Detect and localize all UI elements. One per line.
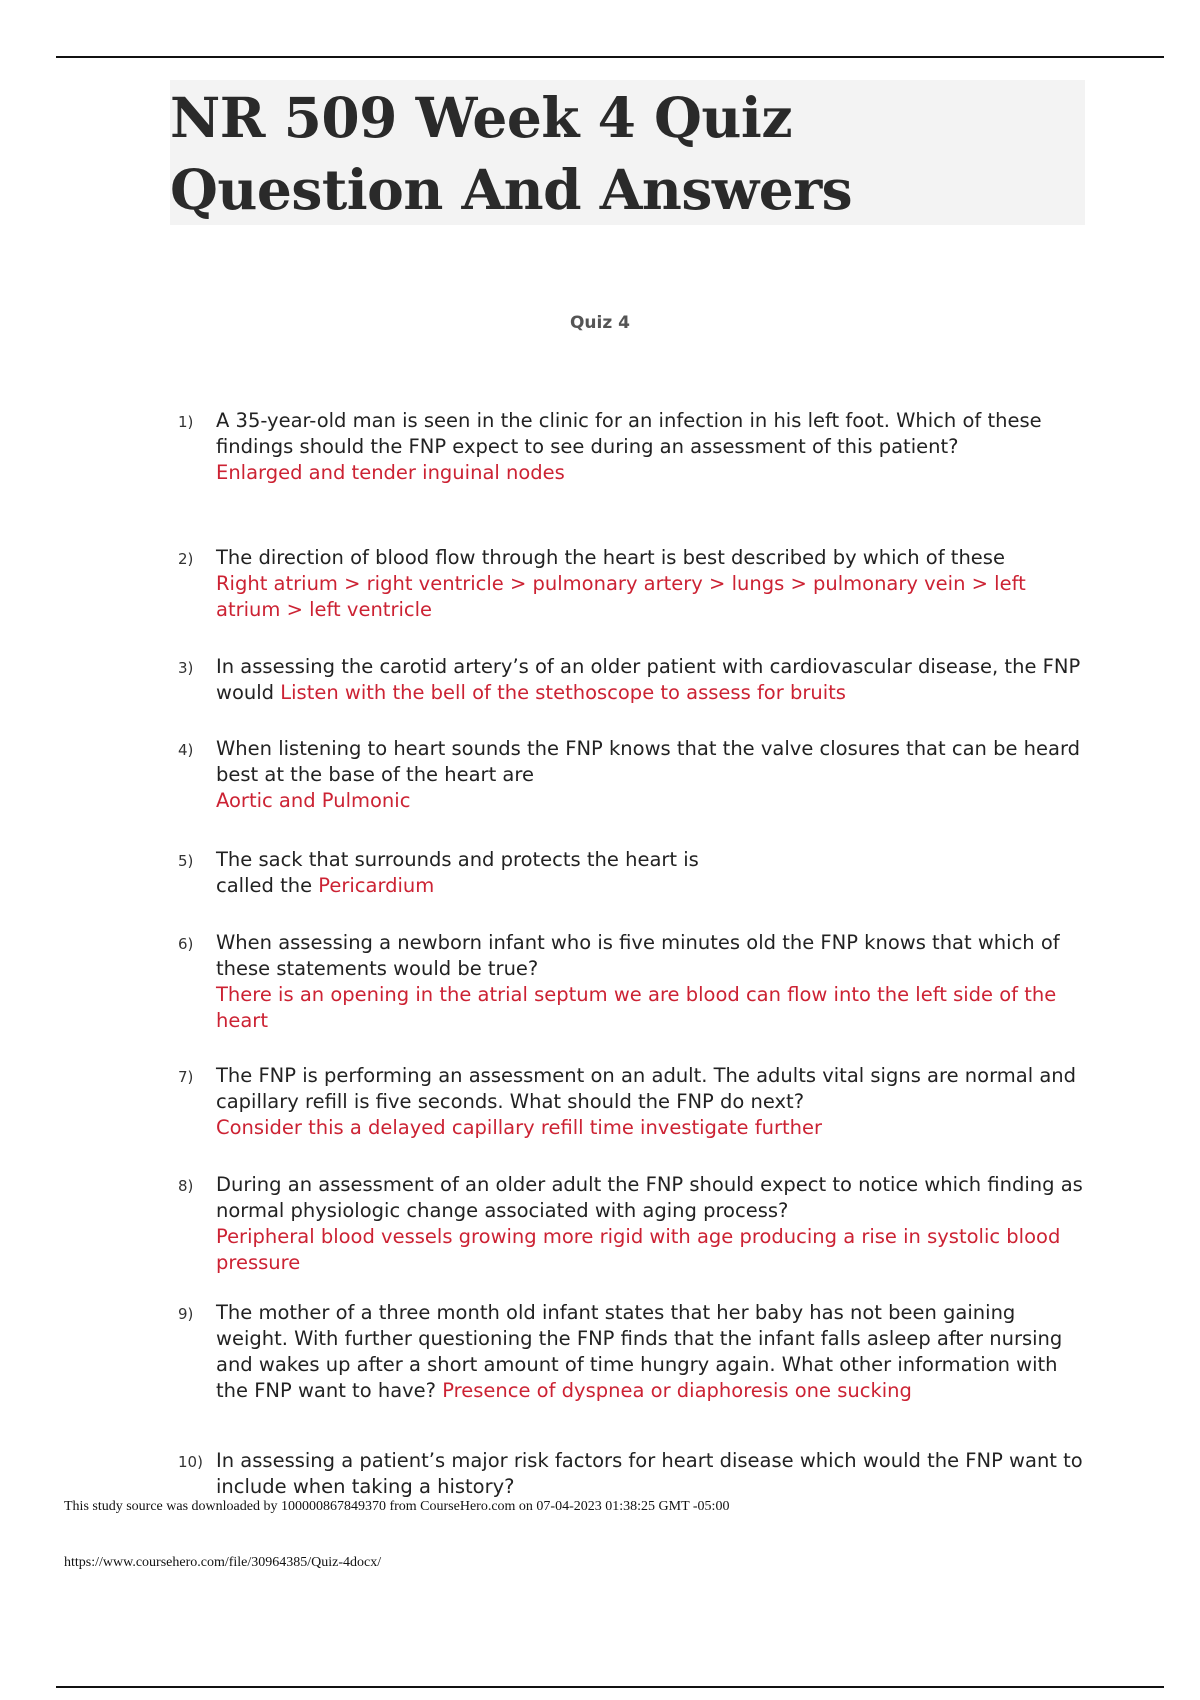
question-number: 10) xyxy=(178,1453,203,1471)
answer-text: Enlarged and tender inguinal nodes xyxy=(216,461,565,484)
answer-text: Listen with the bell of the stethoscope to assess for bruits xyxy=(280,681,846,704)
question-item xyxy=(170,930,1090,1034)
question-item xyxy=(170,1063,1090,1141)
answer-text: There is an opening in the atrial septum we are blood can flow into the left side of the heart xyxy=(216,983,1057,1032)
answer-text: Peripheral blood vessels growing more rigid with age producing a rise in systolic blood pressure xyxy=(216,1225,1061,1274)
question-text: The FNP is performing an assessment on an adult. The adults vital signs are normal and capillary refill is five seconds. What should the FNP do next? xyxy=(216,1064,1076,1113)
quiz-subtitle: Quiz 4 xyxy=(569,313,631,333)
answer-text: Aortic and Pulmonic xyxy=(216,789,411,812)
question-item xyxy=(170,1172,1090,1276)
question-number: 4) xyxy=(178,741,194,759)
question-number: 1) xyxy=(178,413,194,431)
question-item xyxy=(170,654,1090,706)
question-text: When listening to heart sounds the FNP knows that the valve closures that can be heard best at the base of the heart are xyxy=(216,737,1081,786)
question-item xyxy=(170,545,1090,623)
question-text: In assessing the carotid artery’s of an older patient with cardiovascular disease, the FNP would xyxy=(216,655,1081,704)
question-item xyxy=(170,736,1090,814)
question-item xyxy=(170,847,1090,899)
question-text: The direction of blood flow through the heart is best described by which of these xyxy=(216,546,1005,569)
question-number: 9) xyxy=(178,1305,194,1323)
question-number: 8) xyxy=(178,1177,194,1195)
question-text: When assessing a newborn infant who is five minutes old the FNP knows that which of these statements would be true? xyxy=(216,931,1060,980)
question-text: In assessing a patient’s major risk factors for heart disease which would the FNP want to include when taking a history? xyxy=(216,1449,1083,1498)
question-text: A 35-year-old man is seen in the clinic for an infection in his left foot. Which of these findings should the FNP expect to see during an assessment of this patient? xyxy=(216,409,1042,458)
question-number: 3) xyxy=(178,659,194,677)
question-text: The sack that surrounds and protects the heart is called the xyxy=(216,848,699,897)
answer-text: Presence of dyspnea or diaphoresis one sucking xyxy=(442,1379,912,1402)
question-number: 7) xyxy=(178,1068,194,1086)
answer-text: Consider this a delayed capillary refill time investigate further xyxy=(216,1116,822,1139)
bottom-rule xyxy=(56,1686,1164,1688)
question-number: 6) xyxy=(178,935,194,953)
question-number: 5) xyxy=(178,852,194,870)
question-item xyxy=(170,1448,1090,1500)
page-title: NR 509 Week 4 Quiz Question And Answers xyxy=(170,85,853,222)
question-item xyxy=(170,408,1090,486)
question-text: During an assessment of an older adult the FNP should expect to notice which finding as normal physiologic change associated with aging process? xyxy=(216,1173,1083,1222)
download-notice: This study source was downloaded by 100000867849370 from CourseHero.com on 07-04-2023 01:38:25 GMT -05:00 xyxy=(64,1499,730,1514)
question-item xyxy=(170,1300,1090,1404)
answer-text: Pericardium xyxy=(318,874,435,897)
question-number: 2) xyxy=(178,550,194,568)
answer-text: Right atrium > right ventricle > pulmonary artery > lungs > pulmonary vein > left atrium > left ventricle xyxy=(216,572,1026,621)
source-url: https://www.coursehero.com/file/30964385/Quiz-4docx/ xyxy=(64,1555,382,1570)
question-text: The mother of a three month old infant states that her baby has not been gaining weight. With further questioning the FNP finds that the infant falls asleep after nursing and wakes up after a short amount of time hungry again. What other information with the FNP want to have? xyxy=(216,1301,1063,1402)
